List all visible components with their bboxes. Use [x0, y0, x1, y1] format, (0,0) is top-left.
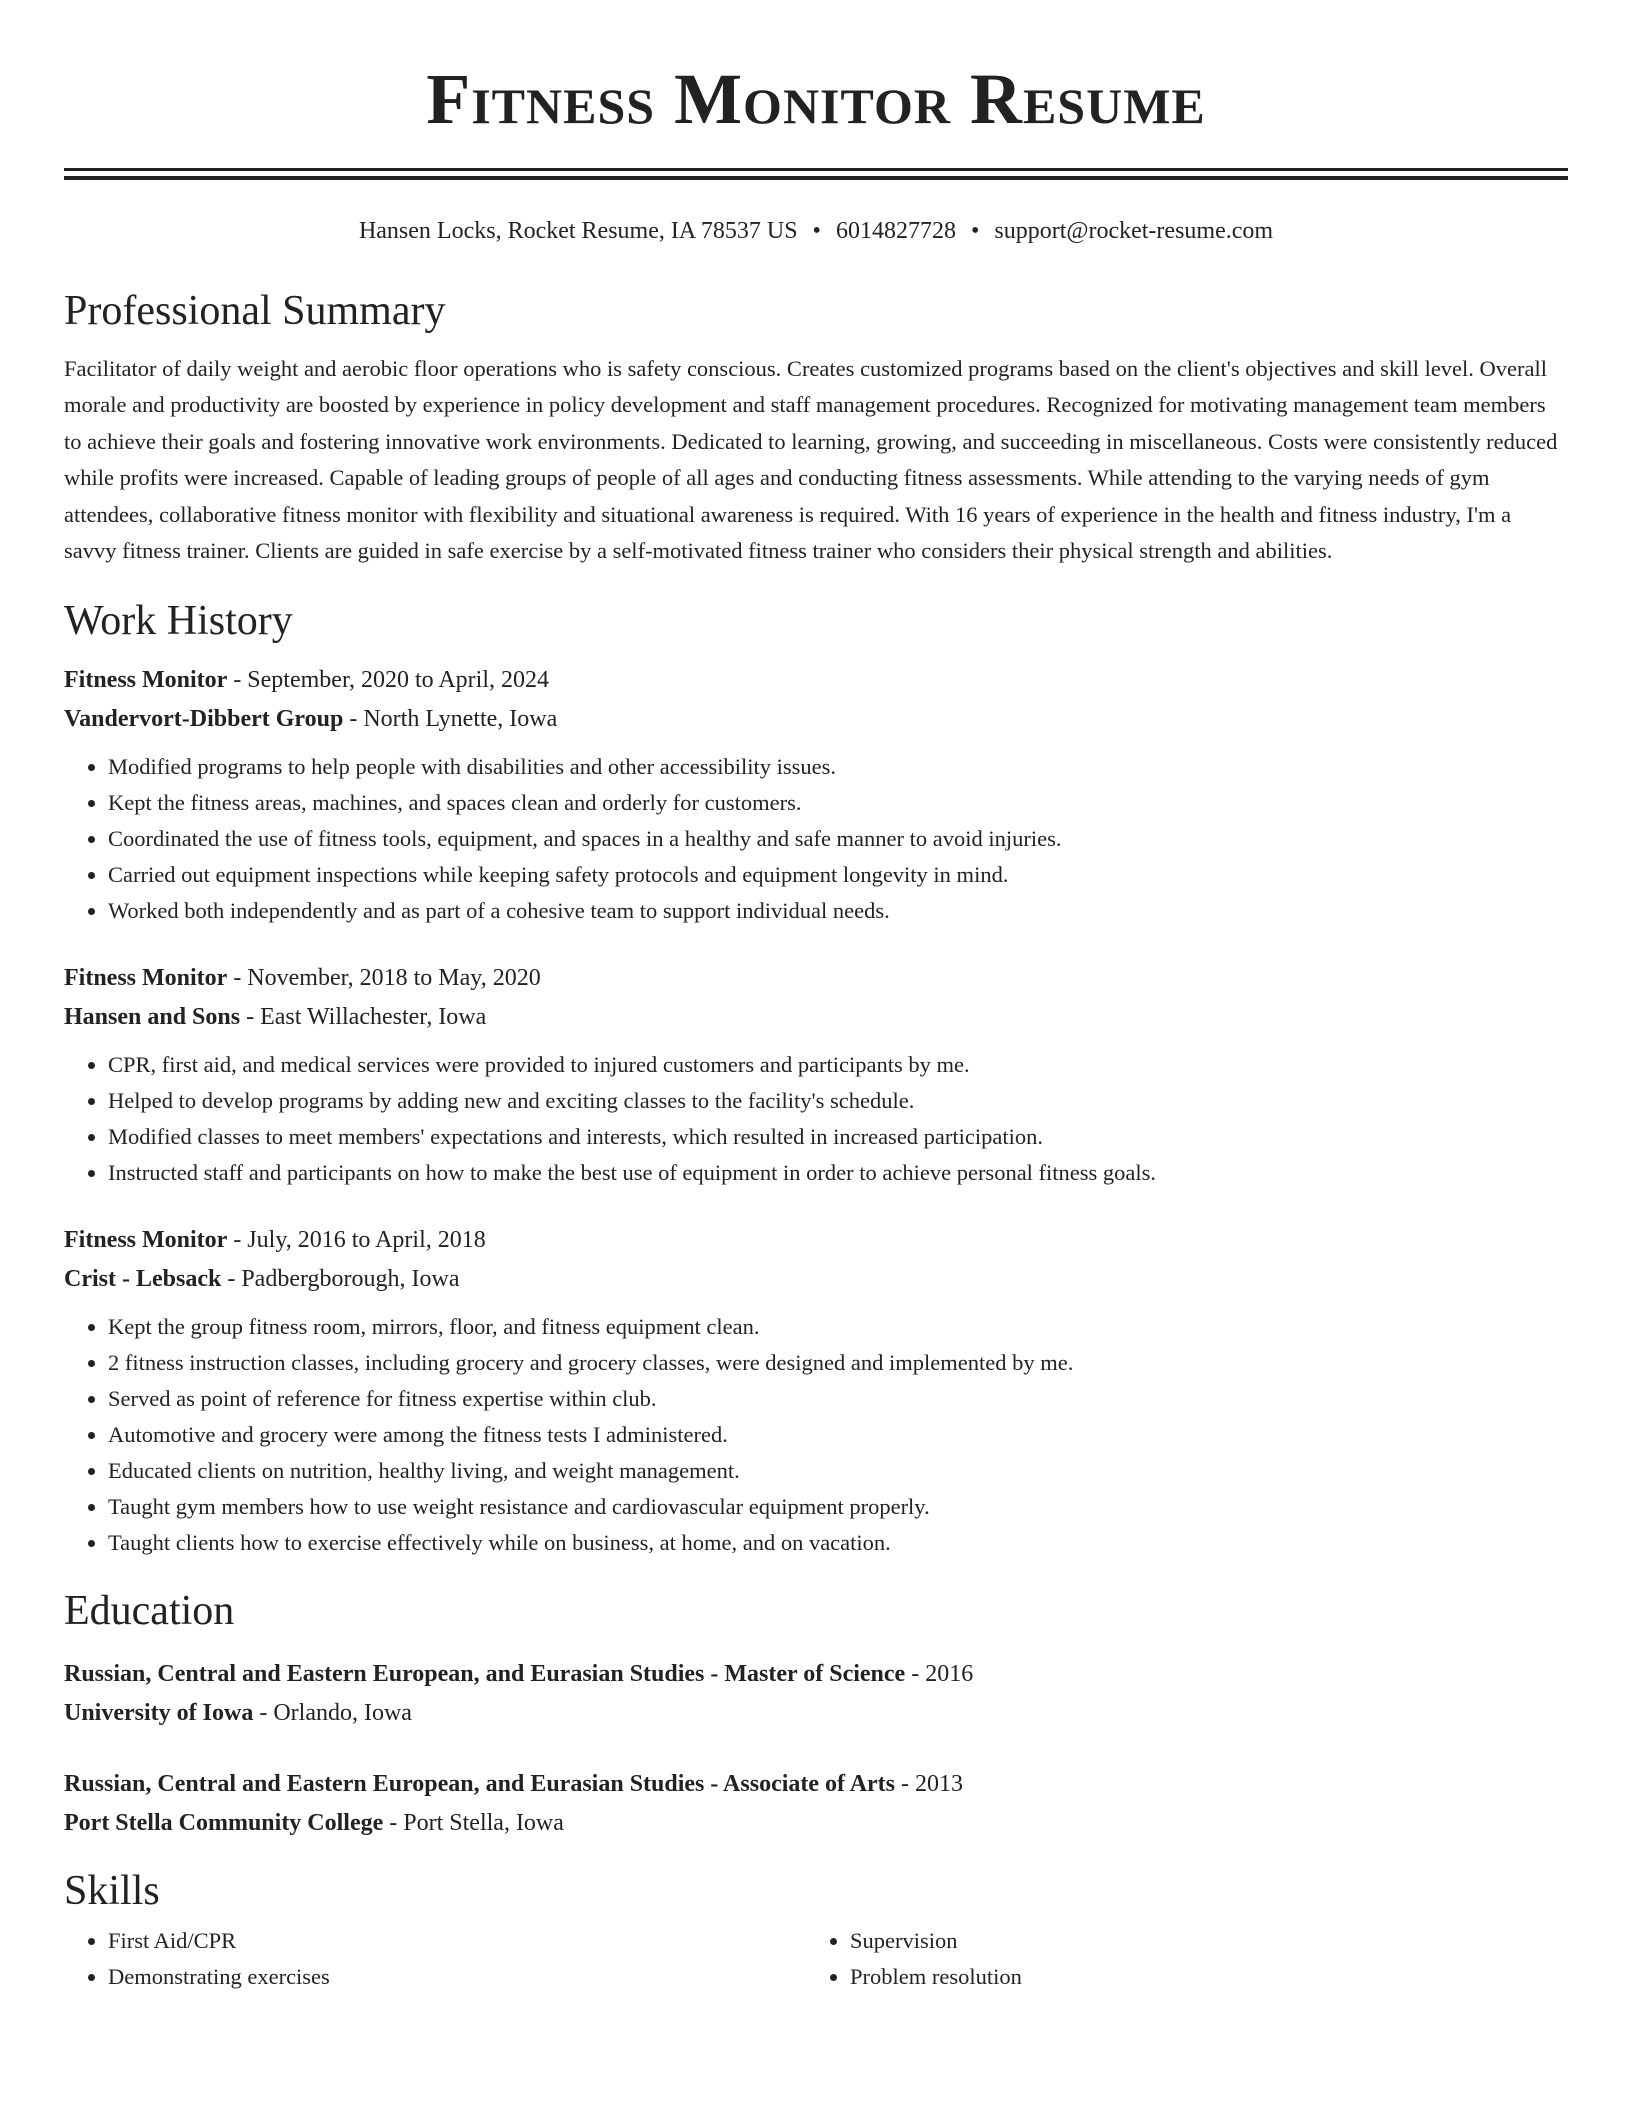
degree-line [64, 1765, 1568, 1804]
job-entry [64, 661, 1568, 929]
education-heading: Education [64, 1588, 235, 1635]
degree-name: Russian, Central and Eastern European, and Eurasian Studies - Master of Science [64, 1661, 906, 1688]
job-bullet: • Modified classes to meet members' expectations and interests, which resulted in increased participation. [108, 1119, 1568, 1155]
job-title: Fitness Monitor [64, 965, 228, 992]
degree-year: - 2013 [895, 1771, 964, 1798]
skill-item: • Supervision [850, 1923, 1550, 1959]
job-bullet-list [64, 1309, 1568, 1561]
skills-column-right [806, 1923, 1550, 1995]
summary-text: Facilitator of daily weight and aerobic floor operations who is safety conscious. Creates customized programs based on the client's objectives and skill level. Overall morale and productivity are boosted by experience in policy development and staff management procedures. Recognized for motivating management team members to achieve their goals and fostering innovative work environments. Dedicated to learning, growing, and succeeding in miscellaneous. Costs were consistently reduced while profits were increased. Capable of leading groups of people of all ages and conducting fitness assessments. While attending to the varying needs of gym attendees, collaborative fitness monitor with flexibility and situational awareness is required. With 16 years of experience in the health and fitness industry, I'm a savvy fitness trainer. Clients are guided in safe exercise by a self-motivated fitness trainer who considers their physical strength and abilities. [64, 356, 1558, 564]
contact-phone: 6014827728 [835, 218, 956, 244]
education-entry [64, 1765, 1568, 1843]
contact-separator: • [970, 218, 980, 244]
job-bullet: • Instructed staff and participants on how to make the best use of equipment in order to achieve personal fitness goals. [108, 1155, 1568, 1191]
job-title-line [64, 959, 1568, 998]
school-location: - Port Stella, Iowa [383, 1810, 564, 1837]
skill-item: • First Aid/CPR [108, 1923, 806, 1959]
job-company-line [64, 1260, 1568, 1299]
job-title: Fitness Monitor [64, 667, 228, 694]
contact-email[interactable]: support@rocket-resume.com [994, 218, 1274, 244]
job-bullet: • Taught gym members how to use weight resistance and cardiovascular equipment properly. [108, 1489, 1568, 1525]
summary-heading: Professional Summary [64, 288, 446, 334]
school-line [64, 1804, 1568, 1843]
work-history-heading: Work History [64, 598, 293, 645]
job-dates: - September, 2020 to April, 2024 [227, 667, 549, 694]
job-title-line [64, 661, 1568, 700]
job-bullet: • Helped to develop programs by adding new and exciting classes to the facility's schedule. [108, 1083, 1568, 1119]
job-bullet: • Carried out equipment inspections while keeping safety protocols and equipment longevity in mind. [108, 857, 1568, 893]
job-bullet: • Served as point of reference for fitness expertise within club. [108, 1381, 1568, 1417]
resume-title: Fitness Monitor Resume [426, 59, 1206, 139]
school-line [64, 1694, 1568, 1733]
skills-column-left [64, 1923, 806, 1995]
degree-line [64, 1655, 1568, 1694]
skill-item: • Problem resolution [850, 1959, 1550, 1995]
degree-year: - 2016 [905, 1661, 974, 1688]
resume-page [64, 0, 1568, 1995]
job-bullet: • Kept the group fitness room, mirrors, floor, and fitness equipment clean. [108, 1309, 1568, 1345]
skill-item: • Demonstrating exercises [108, 1959, 806, 1995]
school-name: University of Iowa [64, 1700, 254, 1727]
job-bullet: • Taught clients how to exercise effectively while on business, at home, and on vacation. [108, 1525, 1568, 1561]
school-location: - Orlando, Iowa [253, 1700, 412, 1727]
job-bullet: • Educated clients on nutrition, healthy living, and weight management. [108, 1453, 1568, 1489]
job-bullet: • Automotive and grocery were among the fitness tests I administered. [108, 1417, 1568, 1453]
job-entry [64, 1221, 1568, 1561]
job-bullet: • Worked both independently and as part of a cohesive team to support individual needs. [108, 893, 1568, 929]
job-dates: - July, 2016 to April, 2018 [227, 1227, 486, 1254]
title-rule-bottom [64, 176, 1568, 180]
job-dates: - November, 2018 to May, 2020 [227, 965, 541, 992]
contact-line [64, 215, 1568, 247]
job-bullet-list [64, 749, 1568, 929]
job-location: - North Lynette, Iowa [343, 706, 558, 733]
job-title: Fitness Monitor [64, 1227, 228, 1254]
job-bullet: • Kept the fitness areas, machines, and spaces clean and orderly for customers. [108, 785, 1568, 821]
job-title-line [64, 1221, 1568, 1260]
job-bullet: • Modified programs to help people with disabilities and other accessibility issues. [108, 749, 1568, 785]
job-company-line [64, 998, 1568, 1037]
contact-separator: • [812, 218, 821, 244]
contact-address: Hansen Locks, Rocket Resume, IA 78537 US [358, 218, 798, 244]
job-bullet: • Coordinated the use of fitness tools, equipment, and spaces in a healthy and safe manner to avoid injuries. [108, 821, 1568, 857]
job-bullet: • 2 fitness instruction classes, including grocery and grocery classes, were designed and implemented by me. [108, 1345, 1568, 1381]
job-bullet-list [64, 1047, 1568, 1191]
job-bullet: • CPR, first aid, and medical services were provided to injured customers and participants by me. [108, 1047, 1568, 1083]
job-company: Crist - Lebsack [64, 1266, 222, 1293]
job-entry [64, 959, 1568, 1191]
job-location: - Padbergborough, Iowa [221, 1266, 460, 1293]
education-entry [64, 1655, 1568, 1733]
job-company: Hansen and Sons [64, 1004, 241, 1031]
title-rule-top [64, 168, 1568, 171]
degree-name: Russian, Central and Eastern European, and Eurasian Studies - Associate of Arts [64, 1771, 896, 1798]
job-company-line [64, 700, 1568, 739]
skills-list [64, 1923, 1568, 1995]
job-company: Vandervort-Dibbert Group [64, 706, 344, 733]
job-location: - East Willachester, Iowa [240, 1004, 487, 1031]
skills-heading: Skills [64, 1868, 160, 1915]
school-name: Port Stella Community College [64, 1810, 384, 1837]
